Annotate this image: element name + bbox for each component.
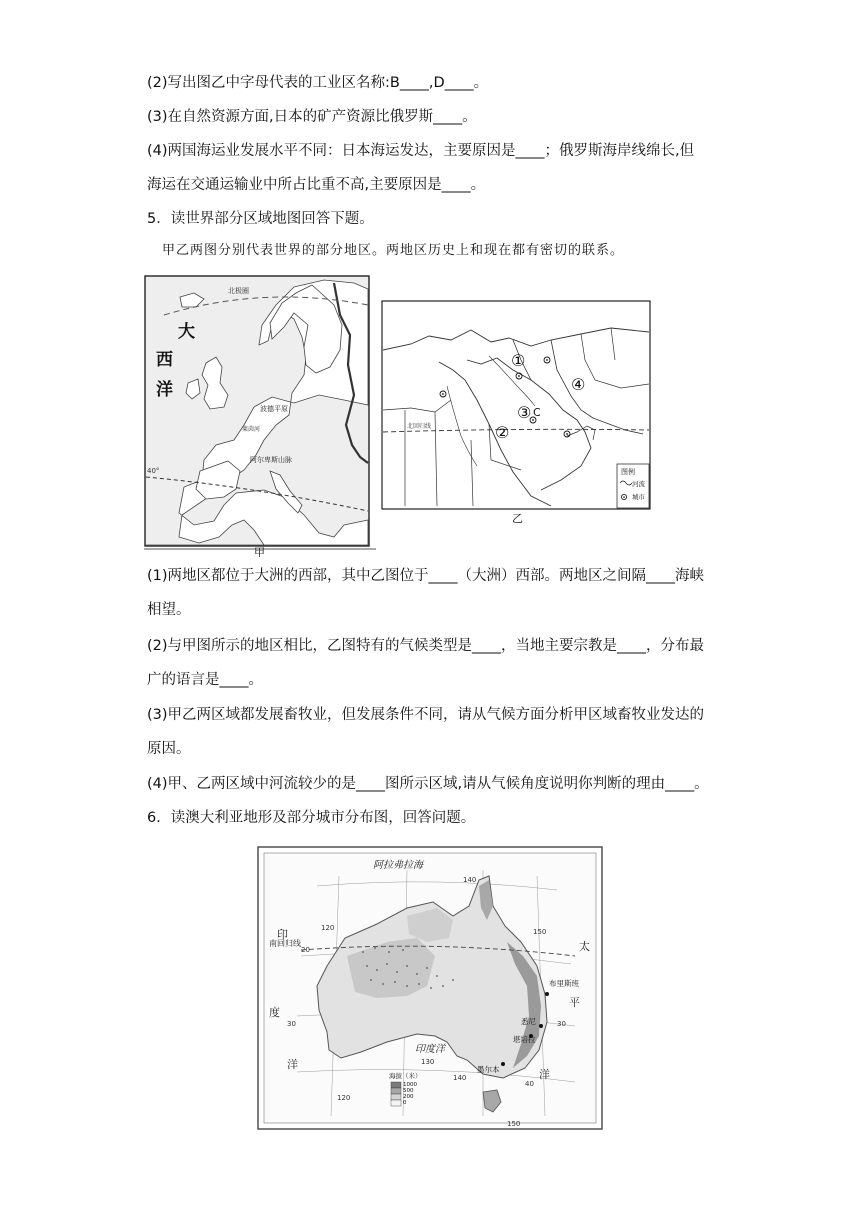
map-middle-east-caption: 乙 — [512, 512, 523, 525]
q5-item-3a: (3)甲乙两区域都发展畜牧业，但发展条件不同，请从气候方面分析甲区域畜牧业发达的 — [147, 707, 705, 723]
q5-item-4: (4)甲、乙两区域中河流较少的是____图所示区域,请从气候角度说明你判断的理由____。 — [147, 776, 709, 792]
lat-40: 40 — [525, 1080, 534, 1088]
tropic-capricorn-label: 南回归线 — [269, 939, 301, 948]
elev-500: 500 — [403, 1088, 414, 1094]
map-europe-caption: 甲 — [254, 546, 265, 557]
q4-item-3: (3)在自然资源方面,日本的矿产资源比俄罗斯____。 — [147, 109, 477, 125]
city-sydney: 悉尼 — [521, 1017, 536, 1026]
legend-title: 图例 — [621, 468, 635, 476]
indian-ocean-char-3: 洋 — [287, 1058, 298, 1071]
q4-item-4b: 海运在交通运输业中所占比重不高,主要原因是____。 — [147, 177, 486, 193]
lon-bottom-140: 140 — [453, 1074, 467, 1082]
label-3: ③ — [517, 403, 532, 422]
label-4: ④ — [571, 375, 586, 394]
pacific-char-1: 太 — [579, 940, 590, 953]
lon-top-120: 120 — [321, 924, 335, 932]
indian-ocean-label: 印度洋 — [415, 1044, 445, 1055]
map-europe — [144, 275, 376, 557]
q5-item-1a: (1)两地区都位于大洲的西部，其中乙图位于____（大洲）西部。两地区之间隔____海峡 — [147, 568, 705, 584]
q5-item-2b: 广的语言是____。 — [147, 672, 263, 688]
atlantic-char-2: 西 — [156, 350, 173, 370]
map-australia — [257, 846, 605, 1132]
rhine-label: 莱茵河 — [242, 426, 261, 433]
legend-city: 城市 — [632, 493, 645, 501]
elevation-legend-title: 海拔（米） — [389, 1072, 422, 1080]
atlantic-char-3: 洋 — [156, 380, 173, 400]
legend-river: 河流 — [632, 480, 645, 488]
lon-bottom-150: 150 — [507, 1120, 521, 1128]
lat-30-east: 30 — [557, 1020, 566, 1028]
lon-top-140: 140 — [463, 876, 477, 884]
q5-item-1b: 相望。 — [147, 602, 191, 618]
indian-ocean-char-2: 度 — [269, 1006, 280, 1019]
q5-item-3b: 原因。 — [147, 741, 191, 757]
lon-bottom-120: 120 — [337, 1094, 351, 1102]
lat-30: 30 — [287, 1020, 296, 1028]
q5-intro: 甲乙两图分别代表世界的部分地区。两地区历史上和现在都有密切的联系。 — [162, 243, 625, 258]
label-1: ① — [511, 351, 526, 370]
city-melbourne: 墨尔本 — [477, 1065, 500, 1074]
q5-title: 5．读世界部分区域地图回答下题。 — [147, 211, 374, 227]
lat-40-label: 40° — [147, 467, 160, 475]
q4-item-2: (2)写出图乙中字母代表的工业区名称:B____,D____。 — [147, 75, 489, 91]
alps-label: 阿尔卑斯山脉 — [250, 456, 292, 464]
q4-item-4a: (4)两国海运业发展水平不同：日本海运发达，主要原因是____；俄罗斯海岸线绵长,但 — [147, 143, 695, 159]
tropic-label: 北回归线 — [407, 423, 432, 430]
city-canberra: 堪培拉 — [513, 1035, 536, 1044]
q5-item-2a: (2)与甲图所示的地区相比，乙图特有的气候类型是____，当地主要宗教是____，分布最 — [147, 638, 705, 654]
atlantic-char-1: 大 — [178, 322, 195, 342]
plain-label: 波德平原 — [260, 405, 288, 413]
lon-bottom-130: 130 — [421, 1058, 435, 1066]
city-brisbane: 布里斯班 — [549, 979, 579, 988]
indian-ocean-char-1: 印 — [277, 928, 288, 941]
elev-1000: 1000 — [403, 1082, 417, 1088]
map-middle-east — [381, 300, 653, 526]
pacific-char-2: 平 — [569, 996, 580, 1009]
label-c: C — [533, 406, 541, 419]
arafura-sea-label: 阿拉弗拉海 — [373, 860, 423, 871]
elev-200: 200 — [403, 1094, 414, 1100]
lat-20: 20 — [301, 946, 310, 954]
q6-title: 6．读澳大利亚地形及部分城市分布图，回答问题。 — [147, 810, 476, 826]
elev-0: 0 — [403, 1100, 407, 1106]
arctic-circle-label: 北极圈 — [228, 287, 249, 295]
pacific-char-3: 洋 — [539, 1068, 550, 1081]
lon-top-150: 150 — [533, 928, 547, 936]
label-2: ② — [495, 423, 510, 442]
